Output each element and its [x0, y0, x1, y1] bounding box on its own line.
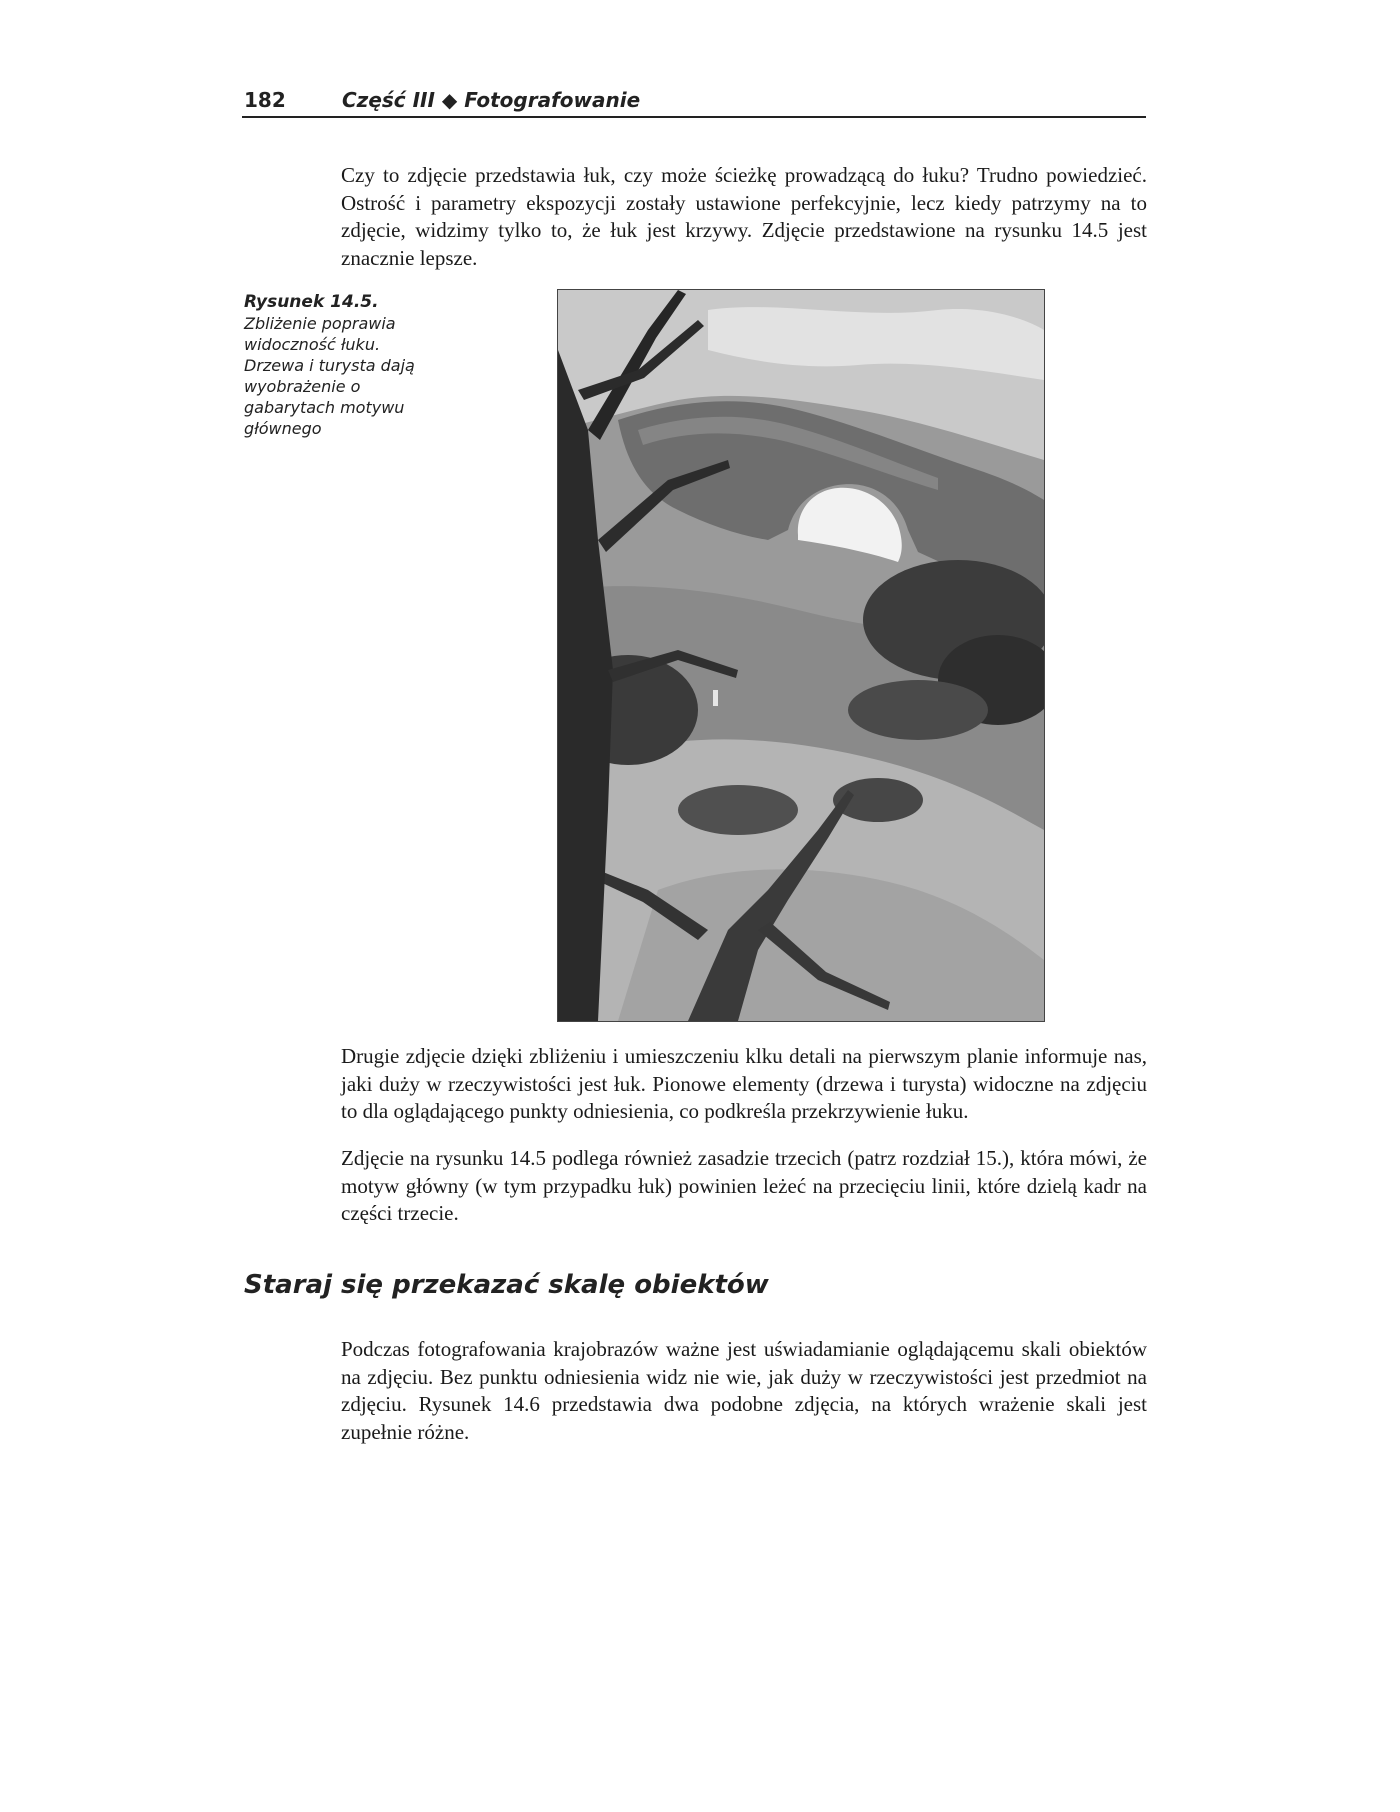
running-head — [242, 86, 1146, 118]
paragraph-intro: Czy to zdjęcie przedstawia łuk, czy może ścieżkę prowadzącą do łuku? Trudno powiedzieć. Ostrość i parametry ekspozycji zostały ustawione perfekcyjnie, lecz kiedy patrzymy na to zdjęcie, widzimy tylko to, że łuk jest krzywy. Zdjęcie przedstawione na rysunku 14.5 jest znacznie lepsze. — [341, 163, 1147, 270]
figure-caption-text: Zbliżenie poprawia widoczność łuku. Drzewa i turysta dają wyobrażenie o gabarytach motywu głównego — [244, 314, 415, 438]
part-title: Część III ◆ Fotografowanie — [342, 88, 641, 112]
paragraph-scale: Podczas fotografowania krajobrazów ważne jest uświadamianie oglądającemu skali obiektów na zdjęciu. Bez punktu odniesienia widz nie wie, jak duży w rzeczywistości jest przedmiot na zdjęciu. Rysunek 14.6 przedstawia dwa podobne zdjęcia, na których wrażenie skali jest zupełnie różne. — [341, 1337, 1147, 1444]
section-heading: Staraj się przekazać skalę obiektów — [244, 1270, 769, 1300]
arch-photo-illustration — [558, 290, 1044, 1021]
figure-caption — [244, 292, 424, 439]
paragraph-rule-of-thirds: Zdjęcie na rysunku 14.5 podlega również zasadzie trzecich (patrz rozdział 15.), która mówi, że motyw główny (w tym przypadku łuk) powinien leżeć na przecięciu linii, które dzielą kadr na części trzecie. — [341, 1146, 1147, 1225]
paragraph-closeup: Drugie zdjęcie dzięki zbliżeniu i umieszczeniu klku detali na pierwszym planie informuje nas, jaki duży w rzeczywistości jest łuk. Pionowe elementy (drzewa i turysta) widoczne na zdjęciu to dla oglądającego punkty odniesienia, co podkreśla przekrzywienie łuku. — [341, 1044, 1147, 1123]
page-number: 182 — [244, 88, 286, 112]
figure-label: Rysunek 14.5. — [244, 292, 379, 312]
arch-photo — [557, 289, 1045, 1022]
